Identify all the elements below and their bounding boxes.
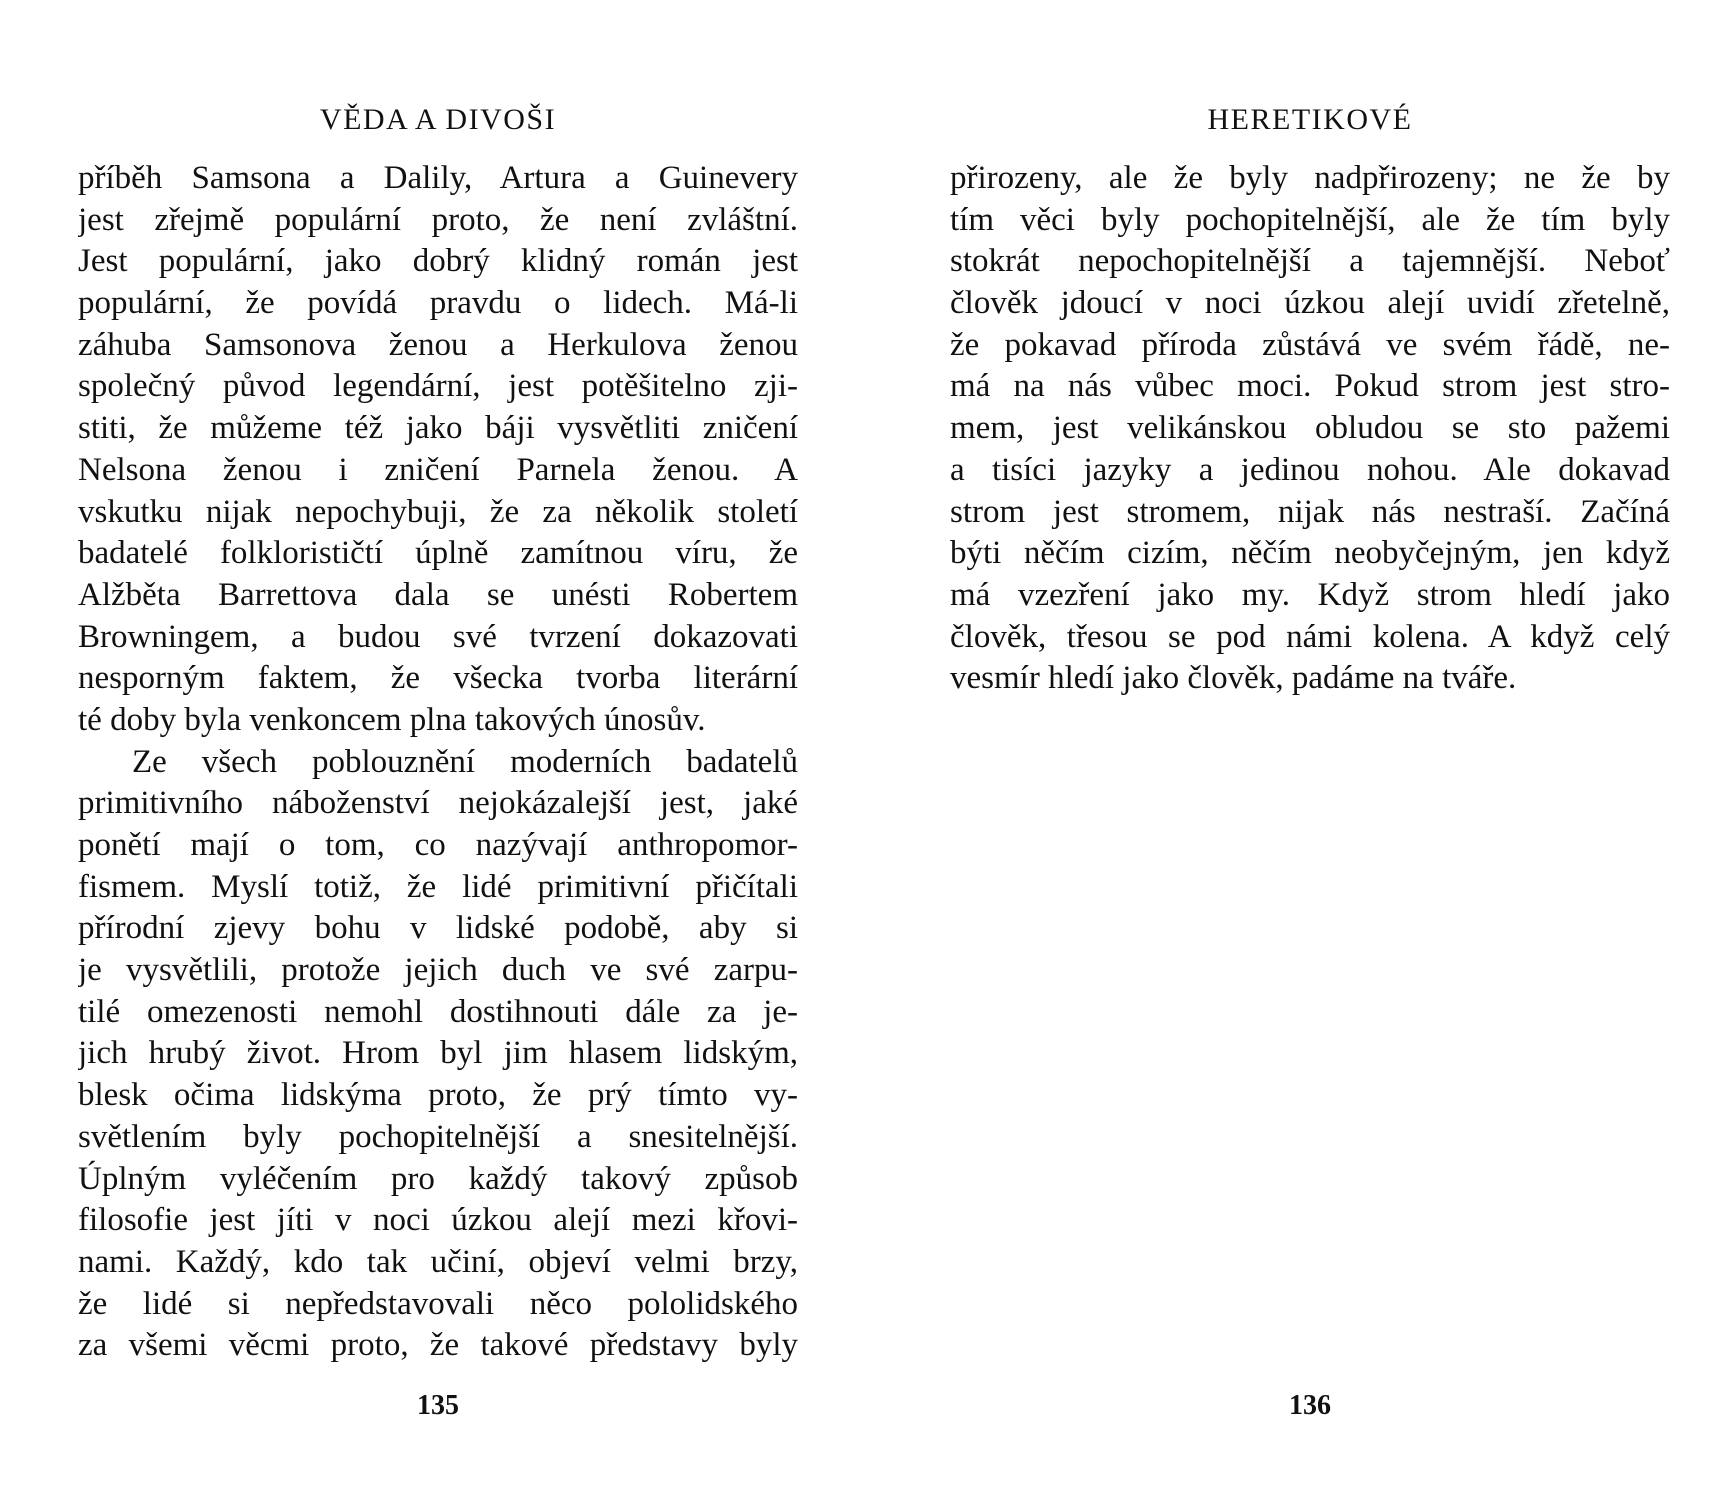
text-line: Alžběta Barrettova dala se unésti Robertem: [78, 576, 798, 613]
text-line: jich hrubý život. Hrom byl jim hlasem lidským,: [78, 1035, 798, 1072]
text-line: společný původ legendární, jest potěšitelno zji-: [78, 368, 798, 405]
text-line: má na nás vůbec moci. Pokud strom jest stro-: [950, 368, 1670, 405]
text-line: záhuba Samsonova ženou a Herkulova ženou: [78, 326, 798, 363]
text-line: člověk, třesou se pod námi kolena. A když celý: [950, 618, 1670, 655]
text-line: že lidé si nepředstavovali něco pololidského: [78, 1285, 798, 1322]
text-line: blesk očima lidskýma proto, že prý tímto vy-: [78, 1077, 798, 1114]
text-line: příběh Samsona a Dalily, Artura a Guinevery: [78, 160, 798, 196]
text-line: filosofie jest jíti v noci úzkou alejí mezi křovi-: [78, 1202, 798, 1239]
text-line: člověk jdoucí v noci úzkou alejí uvidí zřetelně,: [950, 285, 1670, 322]
text-line: primitivního náboženství nejokázalejší jest, jaké: [78, 785, 798, 822]
running-head-right: HERETIKOVÉ: [1207, 103, 1413, 136]
text-line: badatelé folklorističtí úplně zamítnou víru, že: [78, 535, 798, 572]
left-page: [78, 0, 798, 1501]
text-line: vesmír hledí jako člověk, padáme na tváře.: [950, 660, 1517, 697]
text-line: Nelsona ženou i zničení Parnela ženou. A: [78, 451, 798, 488]
text-line: stokrát nepochopitelnější a tajemnější. Neboť: [950, 243, 1670, 280]
text-line: Jest populární, jako dobrý klidný román jest: [78, 243, 798, 280]
text-line: za všemi věcmi proto, že takové představy byly: [78, 1327, 798, 1364]
running-head-left: VĚDA A DIVOŠI: [319, 103, 557, 136]
right-page-text: [950, 158, 1670, 700]
text-line: strom jest stromem, nijak nás nestraší. Začíná: [950, 493, 1670, 530]
text-line: populární, že povídá pravdu o lidech. Má-li: [78, 285, 798, 322]
text-line-paragraph-start: Ze všech poblouznění moderních badatelů: [132, 743, 798, 780]
text-line: tilé omezenosti nemohl dostihnouti dále za je-: [78, 993, 798, 1030]
text-line: vskutku nijak nepochybuji, že za několik století: [78, 493, 798, 530]
text-line: přírodní zjevy bohu v lidské podobě, aby si: [78, 910, 798, 947]
text-line: je vysvětlili, protože jejich duch ve své zarpu-: [78, 952, 798, 989]
text-line: stiti, že můžeme též jako báji vysvětliti zničení: [78, 410, 798, 447]
text-line: ponětí mají o tom, co nazývají anthropomor-: [78, 827, 798, 863]
text-line: že pokavad příroda zůstává ve svém řádě, ne-: [950, 326, 1670, 363]
left-page-text: [78, 158, 798, 1367]
text-line: přirozeny, ale že byly nadpřirozeny; ne že by: [950, 160, 1670, 196]
text-line: má vzezření jako my. Když strom hledí jako: [950, 576, 1670, 613]
text-line: Úplným vyléčením pro každý takový způsob: [78, 1160, 798, 1197]
text-line: nami. Každý, kdo tak učiní, objeví velmi brzy,: [78, 1243, 798, 1280]
text-line: Browningem, a budou své tvrzení dokazovati: [78, 618, 798, 655]
page-number-right: 136: [1289, 1390, 1331, 1421]
text-line: jest zřejmě populární proto, že není zvláštní.: [78, 201, 798, 238]
text-line: býti něčím cizím, něčím neobyčejným, jen když: [950, 535, 1670, 572]
text-line: a tisíci jazyky a jedinou nohou. Ale dokavad: [950, 451, 1670, 488]
right-page: [950, 0, 1670, 1501]
text-line: nesporným faktem, že všecka tvorba literární: [78, 660, 798, 697]
text-line: té doby byla venkoncem plna takových únosův.: [78, 701, 706, 738]
text-line: mem, jest velikánskou obludou se sto pažemi: [950, 410, 1670, 447]
text-line: světlením byly pochopitelnější a snesitelnější.: [78, 1118, 798, 1155]
text-line: fismem. Myslí totiž, že lidé primitivní přičítali: [78, 868, 798, 905]
text-line: tím věci byly pochopitelnější, ale že tím byly: [950, 201, 1670, 238]
page-number-left: 135: [417, 1390, 459, 1421]
